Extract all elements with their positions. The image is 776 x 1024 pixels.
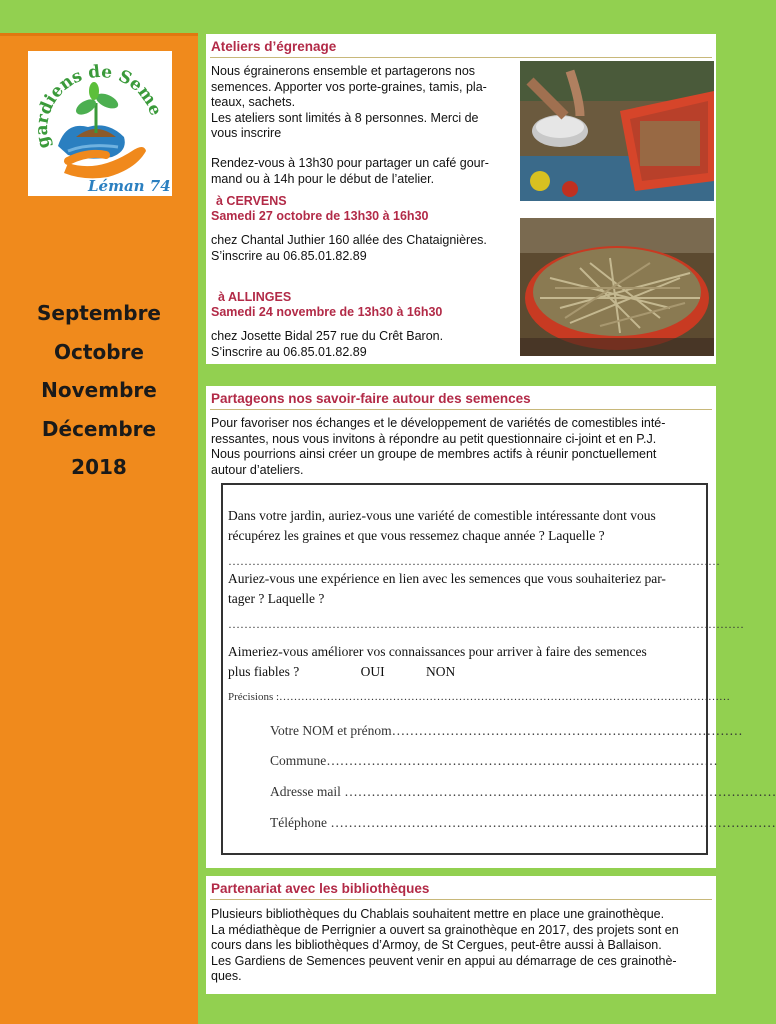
text-line: plus fiables ? <box>228 663 300 679</box>
event2-phone: S’inscrire au 06.85.01.82.89 <box>211 344 367 359</box>
text-line: vous inscrire <box>211 126 282 141</box>
text-line: ressantes, nous vous invitons à répondre au petit questionnaire ci-joint et en P.J. <box>211 431 657 446</box>
text-line: teaux, sachets. <box>211 95 296 110</box>
answer-line-1[interactable]: …………………………………………………………………………………………………………… <box>228 554 720 568</box>
text-line: autour d’ateliers. <box>211 462 304 477</box>
partenariat-title: Partenariat avec les bibliothèques <box>211 881 430 896</box>
savoir-panel <box>206 386 776 868</box>
field-name-label: Votre NOM et prénom <box>270 723 392 738</box>
questionnaire-box <box>221 483 776 855</box>
text-line: ques. <box>211 969 242 984</box>
title-rule <box>210 409 712 410</box>
logo-graphic <box>28 51 172 196</box>
field-email[interactable]: Adresse mail …………………………………………………………………………………… <box>270 784 776 799</box>
text-line: récupérez les graines et que vous ressemez chaque année ? Laquelle ? <box>228 527 605 543</box>
event1-details <box>211 233 521 264</box>
field-name[interactable]: Votre NOM et prénom…………………………………………………………………… <box>270 723 743 738</box>
field-phone-label: Téléphone <box>270 815 327 830</box>
answer-line-2[interactable]: ………………………………………………………………………………………………………………… <box>228 617 744 631</box>
text-line: cours dans les bibliothèques d’Armoy, de St Cergues, peut-être aussi à Ballaison. <box>211 938 662 953</box>
sidebar <box>0 33 198 1024</box>
precisions-label: Précisions : <box>228 691 280 703</box>
photo-seed-basket <box>520 218 714 356</box>
field-email-label: Adresse mail <box>270 784 341 799</box>
title-rule <box>210 57 712 58</box>
event1-place: à CERVENS <box>216 194 287 208</box>
savoir-intro <box>211 416 711 478</box>
text-line: Les ateliers sont limités à 8 personnes. Merci de <box>211 110 479 125</box>
question-3 <box>228 642 703 681</box>
question-1 <box>228 506 703 545</box>
text-line: tager ? Laquelle ? <box>228 590 325 606</box>
event2-details <box>211 329 521 360</box>
month-2: Octobre <box>54 339 144 364</box>
text-line: Aimeriez-vous améliorer vos connaissances pour arriver à faire des semences <box>228 644 647 659</box>
non-option[interactable]: NON <box>425 663 456 679</box>
field-commune-label: Commune <box>270 753 327 768</box>
ateliers-rdv <box>211 156 516 187</box>
photo-seed-tray <box>520 61 714 201</box>
title-rule <box>210 899 712 900</box>
text-line: Auriez-vous une expérience en lien avec les semences que vous souhaiteriez par- <box>228 571 666 586</box>
text-line: Rendez-vous à 13h30 pour partager un café gour- <box>211 156 489 170</box>
text-line: Pour favoriser nos échanges et le développement de variétés de comestibles inté- <box>211 416 666 430</box>
text-line: mand ou à 14h pour le début de l’atelier. <box>211 171 435 186</box>
event2-address: chez Josette Bidal 257 rue du Crêt Baron. <box>211 329 444 343</box>
ateliers-title: Ateliers d’égrenage <box>211 39 337 54</box>
text-line: Dans votre jardin, auriez-vous une variété de comestible intéressante dont vous <box>228 508 656 523</box>
event1-phone: S’inscrire au 06.85.01.82.89 <box>211 248 367 263</box>
question-2 <box>228 569 703 608</box>
text-line: Nous égrainerons ensemble et partagerons nos <box>211 64 476 78</box>
event2-date: Samedi 24 novembre de 13h30 à 16h30 <box>211 305 443 319</box>
year: 2018 <box>71 455 127 479</box>
text-line: La médiathèque de Perrignier a ouvert sa grainothèque en 2017, des projets sont en <box>211 922 679 937</box>
ateliers-intro <box>211 64 516 142</box>
event2-place: à ALLINGES <box>218 290 292 304</box>
text-line: Les Gardiens de Semences peuvent venir en appui au démarrage de ces grainothè- <box>211 953 677 968</box>
field-commune[interactable]: Commune…………………………………………………………………………… <box>270 753 718 768</box>
logo <box>28 51 172 196</box>
savoir-title: Partageons nos savoir-faire autour des semences <box>211 391 531 406</box>
partenariat-text <box>211 907 716 985</box>
oui-option[interactable]: OUI <box>360 663 385 679</box>
event1-date: Samedi 27 octobre de 13h30 à 16h30 <box>211 209 429 223</box>
event1-address: chez Chantal Juthier 160 allée des Chataignières. <box>211 233 487 247</box>
logo-bottom-text: Léman 74 <box>88 177 171 195</box>
ateliers-panel <box>206 34 716 364</box>
text-line: semences. Apporter vos porte-graines, tamis, pla- <box>211 79 487 94</box>
month-3: Novembre <box>41 378 157 402</box>
precisions-line[interactable]: Précisions :…………………………………………………………………………………………………………… <box>228 691 731 703</box>
field-phone[interactable]: Téléphone ……………………………………………………………………………………… <box>270 815 776 830</box>
month-1: Septembre <box>37 301 161 325</box>
text-line: Nous pourrions ainsi créer un groupe de membres actifs à réunir ponctuellement <box>211 447 657 462</box>
month-4: Décembre <box>41 416 157 441</box>
logo-top-text: gardiens de Seme <box>32 61 166 151</box>
text-line: Plusieurs bibliothèques du Chablais souhaitent mettre en place une grainothèque. <box>211 907 665 921</box>
months-list <box>0 294 198 487</box>
partenariat-panel <box>206 876 716 994</box>
